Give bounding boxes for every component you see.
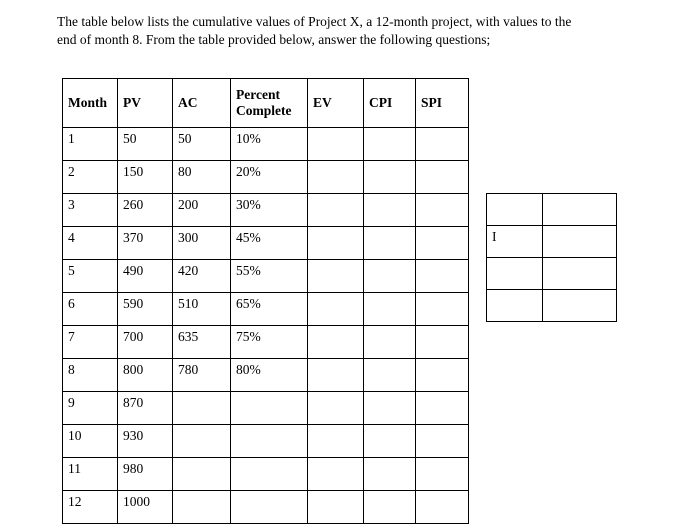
table-row: [487, 290, 617, 322]
table-row: [63, 194, 469, 227]
table-cell: 1: [63, 128, 118, 161]
table-row: [63, 293, 469, 326]
column-header: CPI: [364, 79, 416, 128]
table-cell: [416, 425, 469, 458]
table-cell: [487, 290, 543, 322]
table-cell: [308, 194, 364, 227]
table-row: [63, 425, 469, 458]
table-cell: [543, 226, 617, 258]
table-row: [487, 258, 617, 290]
table-cell: [364, 326, 416, 359]
table-cell: [308, 227, 364, 260]
table-cell: 8: [63, 359, 118, 392]
table-cell: 370: [118, 227, 173, 260]
table-cell: [231, 458, 308, 491]
table-row: [63, 161, 469, 194]
table-cell: [416, 227, 469, 260]
table-cell: 490: [118, 260, 173, 293]
table-cell: 800: [118, 359, 173, 392]
answer-table-body: [487, 194, 617, 322]
table-cell: 2: [63, 161, 118, 194]
table-cell: [416, 161, 469, 194]
table-row: [63, 359, 469, 392]
table-cell: [308, 326, 364, 359]
column-header: PV: [118, 79, 173, 128]
table-cell: [231, 392, 308, 425]
table-cell: [416, 260, 469, 293]
table-cell: 11: [63, 458, 118, 491]
table-cell: [308, 491, 364, 524]
table-cell: [173, 425, 231, 458]
table-cell: 780: [173, 359, 231, 392]
table-cell: [308, 161, 364, 194]
table-cell: [364, 128, 416, 161]
table-cell: [364, 458, 416, 491]
table-cell: [173, 491, 231, 524]
table-row: [487, 226, 617, 258]
table-cell: [308, 425, 364, 458]
table-cell: 45%: [231, 227, 308, 260]
table-cell: 260: [118, 194, 173, 227]
table-cell: I: [487, 226, 543, 258]
table-cell: [308, 392, 364, 425]
table-cell: [364, 392, 416, 425]
table-cell: 30%: [231, 194, 308, 227]
table-cell: [364, 491, 416, 524]
column-header: AC: [173, 79, 231, 128]
table-cell: [364, 161, 416, 194]
table-cell: [543, 290, 617, 322]
table-row: [63, 227, 469, 260]
table-cell: 635: [173, 326, 231, 359]
table-cell: 50: [173, 128, 231, 161]
table-cell: 930: [118, 425, 173, 458]
table-cell: 4: [63, 227, 118, 260]
table-cell: 3: [63, 194, 118, 227]
table-cell: 75%: [231, 326, 308, 359]
table-row: [63, 458, 469, 491]
table-cell: [173, 458, 231, 491]
table-cell: [308, 128, 364, 161]
column-header: SPI: [416, 79, 469, 128]
table-cell: 80%: [231, 359, 308, 392]
table-cell: [416, 194, 469, 227]
table-cell: [416, 458, 469, 491]
table-cell: 55%: [231, 260, 308, 293]
table-cell: 80: [173, 161, 231, 194]
table-cell: 200: [173, 194, 231, 227]
table-row: [63, 128, 469, 161]
header-row: [63, 79, 469, 128]
table-cell: [416, 491, 469, 524]
table-cell: 12: [63, 491, 118, 524]
table-cell: [308, 359, 364, 392]
table-cell: 65%: [231, 293, 308, 326]
table-row: [63, 392, 469, 425]
project-values-table-body: [63, 128, 469, 524]
table-cell: 1000: [118, 491, 173, 524]
table-cell: [308, 260, 364, 293]
table-cell: [364, 293, 416, 326]
table-cell: 9: [63, 392, 118, 425]
intro-line-2: end of month 8. From the table provided below, answer the following questions;: [57, 32, 491, 47]
table-cell: [487, 194, 543, 226]
table-cell: [231, 425, 308, 458]
table-row: [63, 326, 469, 359]
table-cell: 510: [173, 293, 231, 326]
table-cell: [364, 194, 416, 227]
table-cell: 300: [173, 227, 231, 260]
table-cell: 7: [63, 326, 118, 359]
project-values-table-header: [63, 79, 469, 128]
column-header: EV: [308, 79, 364, 128]
table-cell: [364, 359, 416, 392]
table-cell: [416, 293, 469, 326]
answer-table: [486, 193, 617, 322]
table-row: [63, 260, 469, 293]
table-row: [63, 491, 469, 524]
table-cell: 20%: [231, 161, 308, 194]
column-header: Month: [63, 79, 118, 128]
table-cell: [416, 392, 469, 425]
table-cell: 10%: [231, 128, 308, 161]
table-cell: 6: [63, 293, 118, 326]
table-cell: [487, 258, 543, 290]
table-cell: [364, 425, 416, 458]
table-cell: [416, 128, 469, 161]
table-cell: [364, 260, 416, 293]
table-cell: [543, 194, 617, 226]
table-row: [487, 194, 617, 226]
table-cell: 10: [63, 425, 118, 458]
table-cell: [364, 227, 416, 260]
table-cell: [308, 293, 364, 326]
table-cell: [308, 458, 364, 491]
table-cell: 50: [118, 128, 173, 161]
intro-line-1: The table below lists the cumulative values of Project X, a 12-month project, with values to the: [57, 14, 572, 29]
table-cell: 420: [173, 260, 231, 293]
intro-paragraph: [57, 13, 571, 49]
column-header: Percent Complete: [231, 79, 308, 128]
table-cell: [173, 392, 231, 425]
table-cell: [416, 326, 469, 359]
table-cell: 870: [118, 392, 173, 425]
table-cell: 5: [63, 260, 118, 293]
table-cell: [543, 258, 617, 290]
table-cell: [231, 491, 308, 524]
table-cell: 980: [118, 458, 173, 491]
table-cell: 590: [118, 293, 173, 326]
table-cell: 150: [118, 161, 173, 194]
table-cell: [416, 359, 469, 392]
table-cell: 700: [118, 326, 173, 359]
project-values-table: [62, 78, 469, 524]
